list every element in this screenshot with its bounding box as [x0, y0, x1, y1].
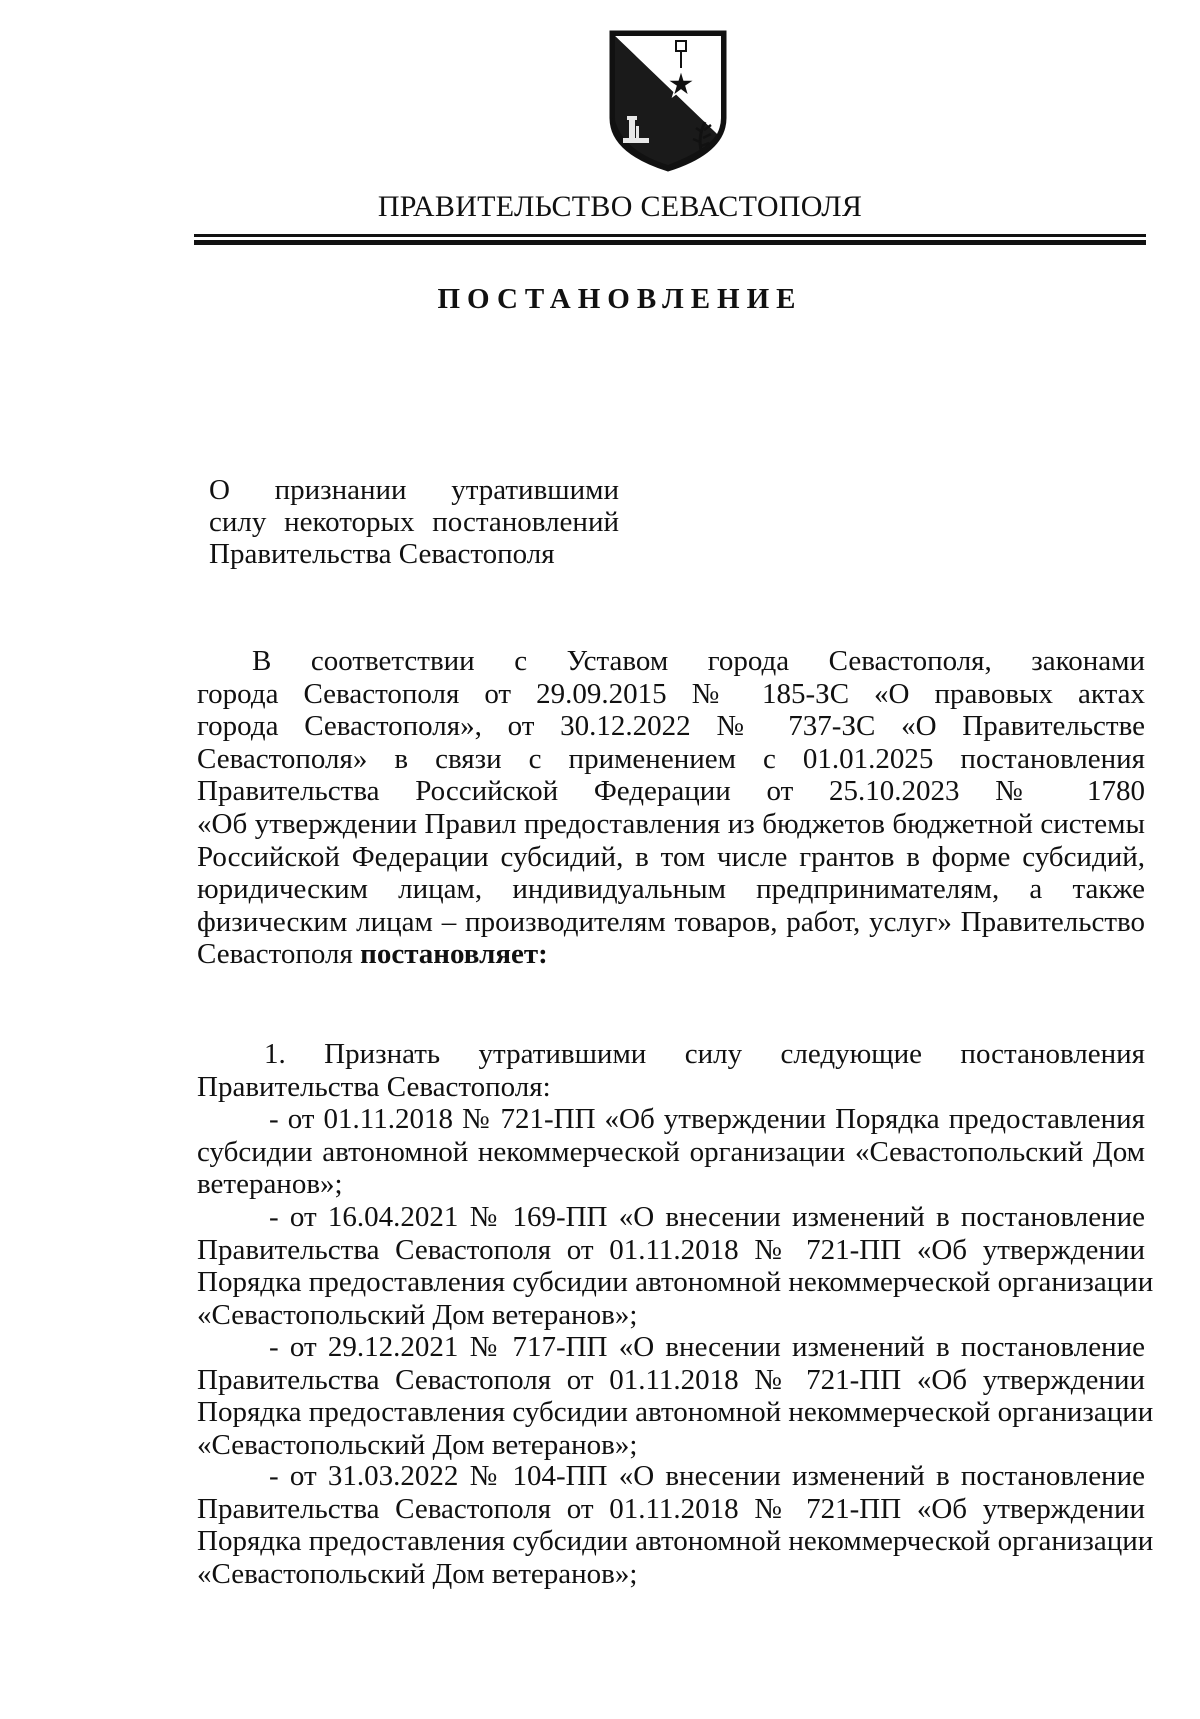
entry-line: - от 01.11.2018 № 721-ПП «Об утверждении Порядка предоставления: [269, 1103, 1145, 1135]
document-type-heading: ПОСТАНОВЛЕНИЕ: [437, 283, 803, 315]
preamble-line: В соответствии с Уставом города Севастополя, законами: [252, 645, 1145, 677]
subject-line: Правительства Севастополя: [209, 538, 555, 570]
entry-line: Правительства Севастополя от 01.11.2018 № 721-ПП «Об утверждении: [197, 1233, 1145, 1266]
entry-line: «Севастопольский Дом ветеранов»;: [197, 1428, 638, 1461]
item-line: Правительства Севастополя:: [197, 1070, 551, 1103]
resolves-keyword: постановляет:: [360, 938, 548, 971]
repealed-entry-3: [197, 1331, 1154, 1461]
entry-line: Порядка предоставления субсидии автономной некоммерческой организации: [197, 1525, 1154, 1558]
entry-line: субсидии автономной некоммерческой организации «Севастопольский Дом: [197, 1135, 1145, 1168]
preamble-line: города Севастополя», от 30.12.2022 № 737-ЗС «О Правительстве: [197, 710, 1145, 743]
repealed-entry-4: [197, 1460, 1154, 1590]
preamble-line: Российской Федерации субсидий, в том числе грантов в форме субсидий,: [197, 840, 1145, 873]
entry-line: Порядка предоставления субсидии автономной некоммерческой организации: [197, 1266, 1154, 1299]
government-name: ПРАВИТЕЛЬСТВО СЕВАСТОПОЛЯ: [377, 190, 863, 223]
preamble-paragraph: [197, 645, 1145, 971]
preamble-line: «Об утверждении Правил предоставления из бюджетов бюджетной системы: [197, 807, 1145, 840]
repealed-entry-2: [197, 1201, 1154, 1331]
entry-line: - от 31.03.2022 № 104-ПП «О внесении изменений в постановление: [269, 1460, 1145, 1492]
entry-line: «Севастопольский Дом ветеранов»;: [197, 1557, 638, 1590]
preamble-last-text: Севастополя: [197, 938, 361, 971]
repealed-entry-1: [197, 1103, 1145, 1201]
document-subject: [209, 474, 619, 570]
preamble-line: Правительства Российской Федерации от 25.10.2023 № 1780: [197, 775, 1145, 808]
preamble-line: [197, 938, 1145, 971]
entry-line: Порядка предоставления субсидии автономной некоммерческой организации: [197, 1396, 1154, 1429]
entry-line: Правительства Севастополя от 01.11.2018 № 721-ПП «Об утверждении: [197, 1363, 1145, 1396]
entry-line: «Севастопольский Дом ветеранов»;: [197, 1298, 638, 1331]
subject-line: О признании утратившими: [209, 474, 619, 506]
item-line: 1. Признать утратившими силу следующие постановления: [264, 1038, 1145, 1070]
entry-line: - от 29.12.2021 № 717-ПП «О внесении изменений в постановление: [269, 1331, 1145, 1363]
subject-line: силу некоторых постановлений: [209, 506, 619, 538]
header-rule-thin: [194, 234, 1146, 237]
header-rule-thick: [194, 240, 1146, 245]
item-1-paragraph: [197, 1038, 1145, 1103]
preamble-line: города Севастополя от 29.09.2015 № 185-ЗС «О правовых актах: [197, 677, 1145, 710]
entry-line: Правительства Севастополя от 01.11.2018 № 721-ПП «Об утверждении: [197, 1492, 1145, 1525]
preamble-line: физическим лицам – производителям товаров, работ, услуг» Правительство: [197, 905, 1145, 938]
entry-line: ветеранов»;: [197, 1168, 343, 1201]
coat-of-arms-emblem: [607, 26, 729, 174]
preamble-line: юридическим лицам, индивидуальным предпринимателям, а также: [197, 873, 1145, 906]
preamble-line: Севастополя» в связи с применением с 01.01.2025 постановления: [197, 742, 1145, 775]
entry-line: - от 16.04.2021 № 169-ПП «О внесении изменений в постановление: [269, 1201, 1145, 1233]
